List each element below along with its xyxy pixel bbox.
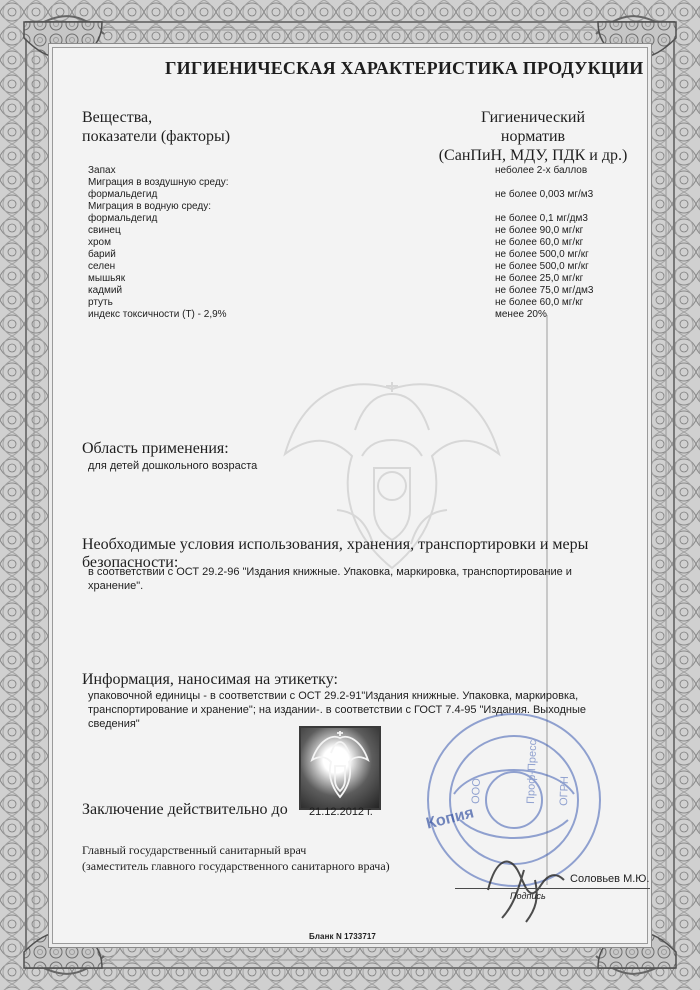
table-row bbox=[88, 225, 616, 237]
signature-name: Соловьев М.Ю. bbox=[570, 873, 650, 885]
valid-until-date: 21.12.2012 г. bbox=[309, 806, 373, 818]
table-row bbox=[88, 189, 616, 201]
doctor-title-line2: (заместитель главного государственного санитарного врача) bbox=[82, 859, 390, 873]
label-info-label: Информация, наносимая на этикетку: bbox=[82, 671, 338, 688]
norm-value: не более 500,0 мг/кг bbox=[495, 261, 589, 272]
substance-name: хром bbox=[88, 237, 111, 248]
substance-name: Миграция в водную среду: bbox=[88, 201, 211, 212]
table-row bbox=[88, 237, 616, 249]
norm-value: не более 0,003 мг/м3 bbox=[495, 189, 594, 200]
copy-stamp-text: Копия bbox=[424, 804, 476, 833]
left-heading-line1: Вещества, bbox=[82, 109, 153, 126]
table-row bbox=[88, 249, 616, 261]
norm-value: менее 20% bbox=[495, 309, 547, 320]
substance-name: Запах bbox=[88, 165, 116, 176]
svg-text:Проф-Пресс: Проф-Пресс bbox=[525, 739, 540, 805]
label-info-line3: сведения" bbox=[88, 718, 140, 730]
substance-name: индекс токсичности (Т) - 2,9% bbox=[88, 309, 227, 320]
table-row bbox=[88, 285, 616, 297]
table-row bbox=[88, 201, 616, 213]
label-info-line1: упаковочной единицы - в соответствии с ОСТ 29.2-91"Издания книжные. Упаковка, маркировка, bbox=[88, 690, 579, 702]
table-row bbox=[88, 309, 616, 321]
substance-name: кадмий bbox=[88, 285, 123, 296]
substance-name: свинец bbox=[88, 225, 121, 236]
table-row bbox=[88, 273, 616, 285]
substance-name: формальдегид bbox=[88, 213, 158, 224]
norm-value: не более 0,1 мг/дм3 bbox=[495, 213, 588, 224]
signature-line bbox=[455, 888, 650, 889]
valid-until-label: Заключение действительно до bbox=[82, 801, 288, 818]
substance-name: барий bbox=[88, 249, 116, 260]
norm-value: не более 25,0 мг/кг bbox=[495, 273, 584, 284]
application-label: Область применения: bbox=[82, 440, 229, 457]
table-row bbox=[88, 177, 616, 189]
left-heading-line2: показатели (факторы) bbox=[82, 128, 231, 145]
table-row bbox=[88, 165, 616, 177]
blank-number: Бланк N 1733717 bbox=[309, 932, 376, 941]
conditions-text-line2: хранение". bbox=[88, 580, 144, 592]
norm-value: неболее 2-х баллов bbox=[495, 165, 588, 176]
signature-caption: Подпись bbox=[510, 891, 546, 901]
handwritten-signature bbox=[478, 840, 573, 932]
norm-value: не более 60,0 мг/кг bbox=[495, 237, 584, 248]
right-heading-line1: Гигиенический bbox=[480, 109, 586, 126]
substance-name: формальдегид bbox=[88, 189, 158, 200]
table-row bbox=[88, 213, 616, 225]
right-heading-line3: (СанПиН, МДУ, ПДК и др.) bbox=[438, 147, 628, 164]
norm-value: не более 500,0 мг/кг bbox=[495, 249, 589, 260]
norm-value: не более 60,0 мг/кг bbox=[495, 297, 584, 308]
conditions-label: Необходимые условия использования, хранения, транспортировки и меры безопасности: bbox=[82, 536, 589, 571]
table-row bbox=[88, 297, 616, 309]
svg-text:ООО: ООО bbox=[470, 778, 483, 805]
substance-name: мышьяк bbox=[88, 273, 126, 284]
eagle-icon bbox=[301, 728, 379, 808]
substance-name: Миграция в воздушную среду: bbox=[88, 177, 229, 188]
hologram-sticker bbox=[299, 726, 381, 810]
norm-value: не более 75,0 мг/дм3 bbox=[495, 285, 594, 296]
left-heading bbox=[82, 108, 252, 146]
right-heading bbox=[428, 108, 638, 165]
table-row bbox=[88, 261, 616, 273]
norm-value: не более 90,0 мг/кг bbox=[495, 225, 584, 236]
document-title: ГИГИЕНИЧЕСКАЯ ХАРАКТЕРИСТИКА ПРОДУКЦИИ bbox=[165, 58, 644, 78]
conditions-text-line1: в соответствии с ОСТ 29.2-96 "Издания книжные. Упаковка, маркировка, транспортирование и bbox=[88, 566, 572, 578]
substance-name: ртуть bbox=[88, 297, 113, 308]
doctor-title-line1: Главный государственный санитарный врач bbox=[82, 843, 307, 857]
right-heading-line2: норматив bbox=[500, 128, 566, 145]
substance-name: селен bbox=[88, 261, 116, 272]
svg-text:ОГРН: ОГРН bbox=[558, 775, 572, 807]
application-text: для детей дошкольного возраста bbox=[88, 460, 258, 472]
label-info-line2: транспортирование и хранение"; на издании-. в соответствии с ГОСТ 7.4-95 "Издания. Выходные bbox=[88, 704, 586, 716]
